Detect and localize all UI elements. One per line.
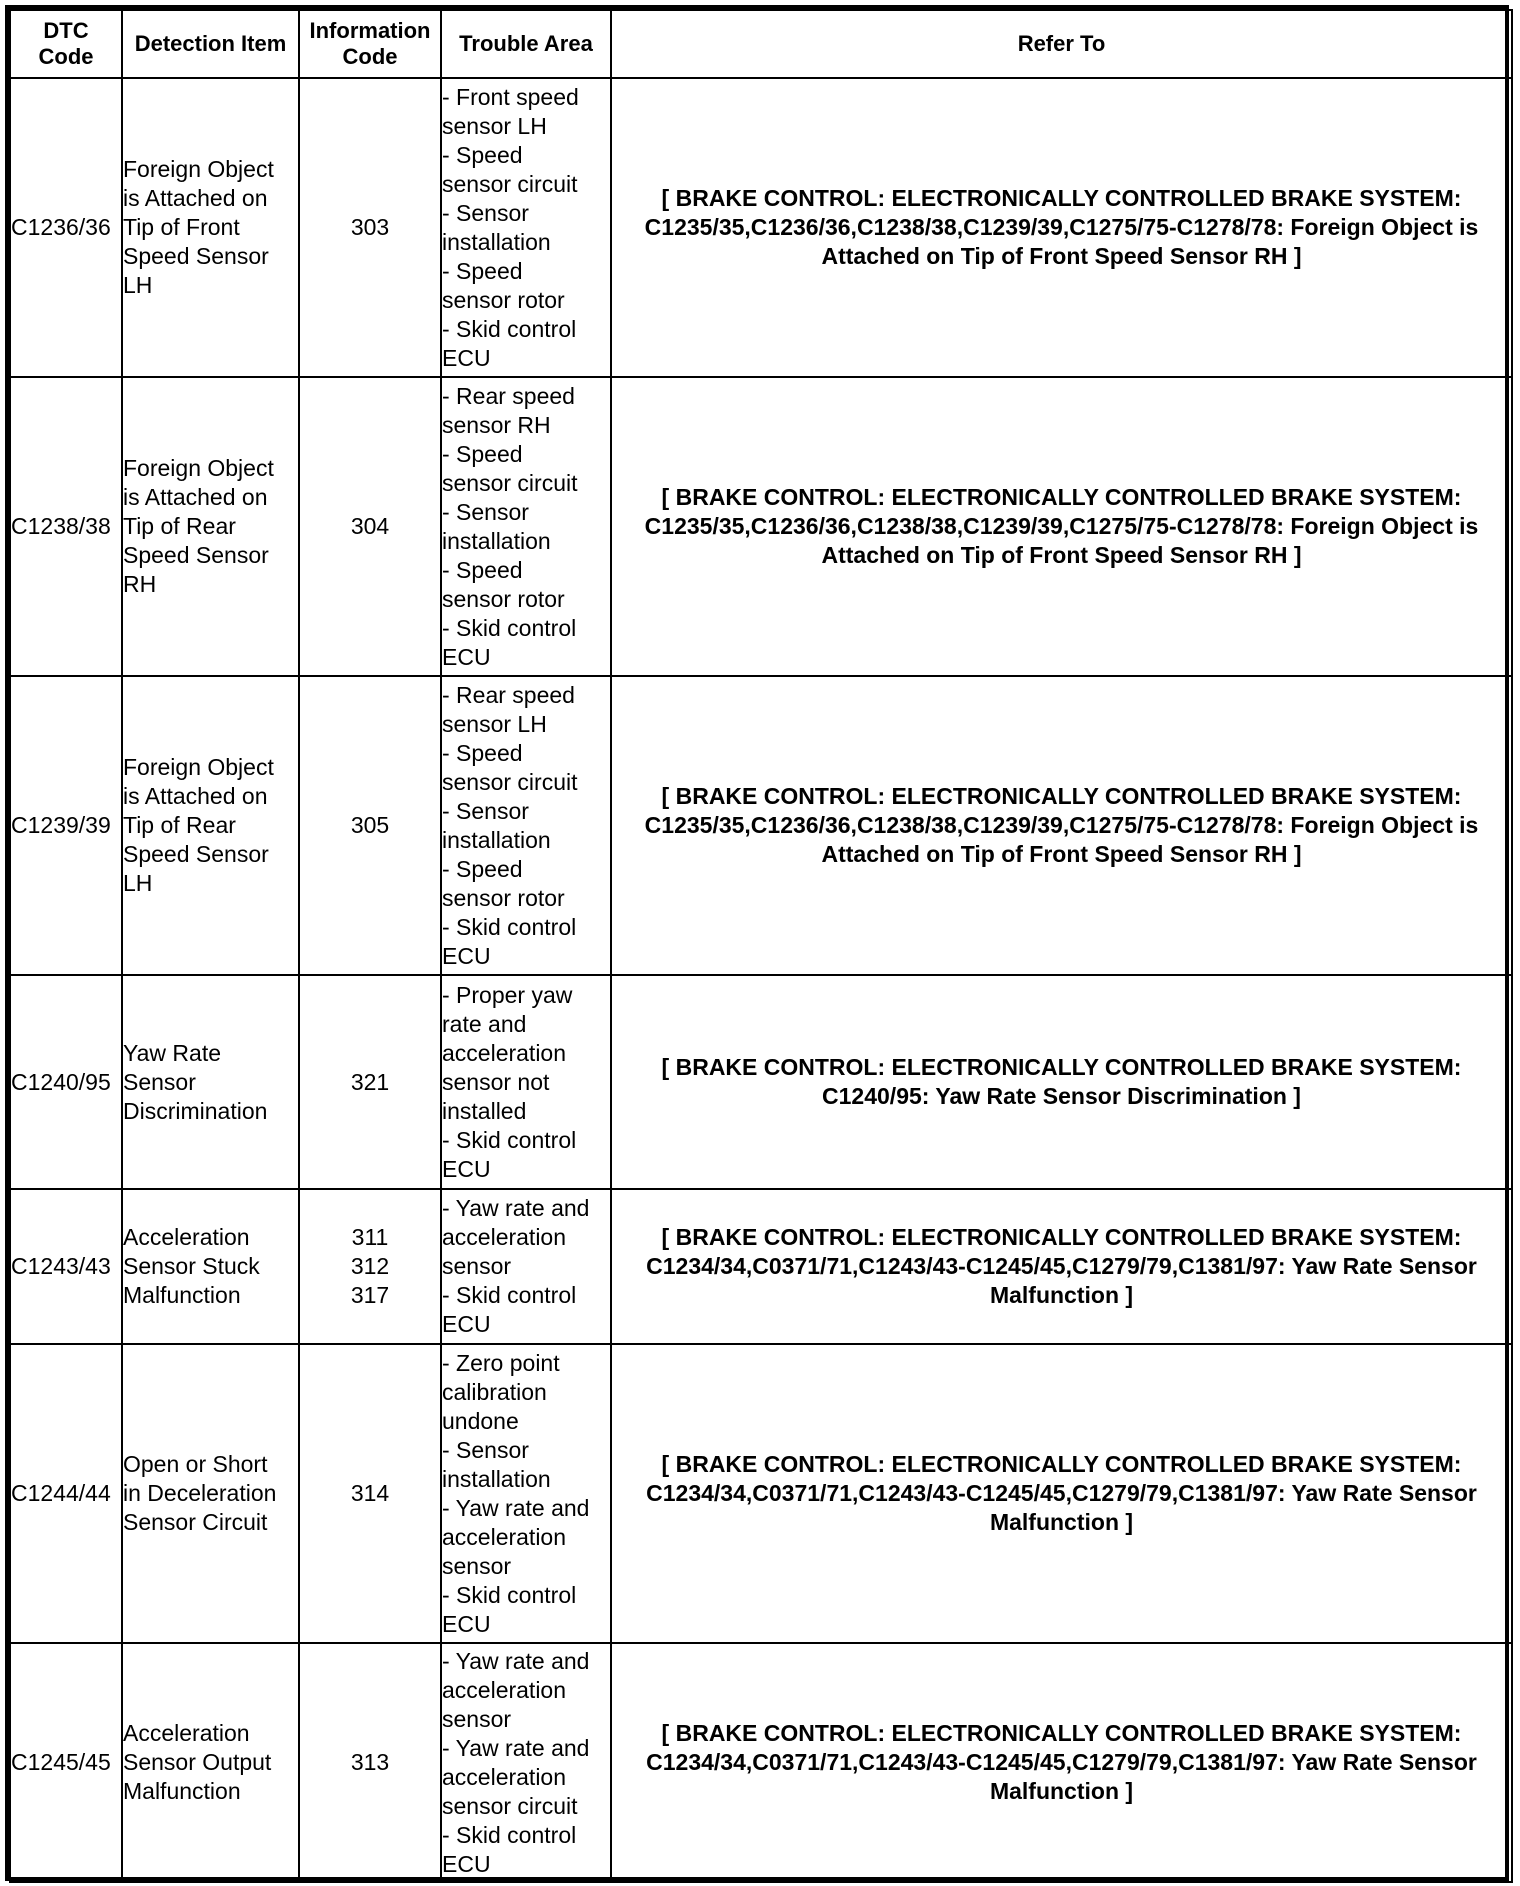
- detection-item-cell: Foreign Object is Attached on Tip of Rear Speed Sensor RH: [122, 377, 299, 676]
- trouble-area-cell: - Yaw rate and acceleration sensor - Yaw rate and acceleration sensor circuit - Skid control ECU: [441, 1643, 611, 1882]
- detection-item-cell: Acceleration Sensor Stuck Malfunction: [122, 1189, 299, 1344]
- header-dtc-code: DTC Code: [10, 10, 122, 78]
- header-refer-to: Refer To: [611, 10, 1512, 78]
- header-information-code: Information Code: [299, 10, 441, 78]
- information-code-cell: 311 312 317: [299, 1189, 441, 1344]
- information-code-cell: 313: [299, 1643, 441, 1882]
- table-row: [10, 1344, 1512, 1643]
- table-row: [10, 377, 1512, 676]
- detection-item-cell: Foreign Object is Attached on Tip of Rear Speed Sensor LH: [122, 676, 299, 975]
- dtc-code-cell: C1245/45: [10, 1643, 122, 1882]
- detection-item-cell: Foreign Object is Attached on Tip of Front Speed Sensor LH: [122, 78, 299, 377]
- dtc-code-cell: C1239/39: [10, 676, 122, 975]
- detection-item-cell: Open or Short in Deceleration Sensor Circuit: [122, 1344, 299, 1643]
- refer-to-cell: [ BRAKE CONTROL: ELECTRONICALLY CONTROLLED BRAKE SYSTEM: C1240/95: Yaw Rate Sensor Discrimination ]: [611, 975, 1512, 1189]
- header-trouble-area: Trouble Area: [441, 10, 611, 78]
- table-row: [10, 975, 1512, 1189]
- refer-to-cell: [ BRAKE CONTROL: ELECTRONICALLY CONTROLLED BRAKE SYSTEM: C1234/34,C0371/71,C1243/43-C1245/45,C1279/79,C1381/97: Yaw Rate Sensor Malfunction ]: [611, 1189, 1512, 1344]
- table-row: [10, 1643, 1512, 1882]
- refer-to-cell: [ BRAKE CONTROL: ELECTRONICALLY CONTROLLED BRAKE SYSTEM: C1235/35,C1236/36,C1238/38,C1239/39,C1275/75-C1278/78: Foreign Object is Attached on Tip of Front Speed Sensor RH ]: [611, 377, 1512, 676]
- trouble-area-cell: - Rear speed sensor LH - Speed sensor circuit - Sensor installation - Speed sensor rotor - Skid control ECU: [441, 676, 611, 975]
- table-row: [10, 676, 1512, 975]
- dtc-code-cell: C1238/38: [10, 377, 122, 676]
- header-row: [10, 10, 1512, 78]
- dtc-table: [9, 9, 1513, 1883]
- dtc-code-cell: C1243/43: [10, 1189, 122, 1344]
- dtc-code-cell: C1240/95: [10, 975, 122, 1189]
- trouble-area-cell: - Rear speed sensor RH - Speed sensor circuit - Sensor installation - Speed sensor rotor - Skid control ECU: [441, 377, 611, 676]
- detection-item-cell: Acceleration Sensor Output Malfunction: [122, 1643, 299, 1882]
- refer-to-cell: [ BRAKE CONTROL: ELECTRONICALLY CONTROLLED BRAKE SYSTEM: C1234/34,C0371/71,C1243/43-C1245/45,C1279/79,C1381/97: Yaw Rate Sensor Malfunction ]: [611, 1643, 1512, 1882]
- information-code-cell: 305: [299, 676, 441, 975]
- table-row: [10, 78, 1512, 377]
- information-code-cell: 304: [299, 377, 441, 676]
- information-code-cell: 321: [299, 975, 441, 1189]
- trouble-area-cell: - Front speed sensor LH - Speed sensor circuit - Sensor installation - Speed sensor rotor - Skid control ECU: [441, 78, 611, 377]
- refer-to-cell: [ BRAKE CONTROL: ELECTRONICALLY CONTROLLED BRAKE SYSTEM: C1235/35,C1236/36,C1238/38,C1239/39,C1275/75-C1278/78: Foreign Object is Attached on Tip of Front Speed Sensor RH ]: [611, 676, 1512, 975]
- information-code-cell: 314: [299, 1344, 441, 1643]
- header-detection-item: Detection Item: [122, 10, 299, 78]
- trouble-area-cell: - Yaw rate and acceleration sensor - Skid control ECU: [441, 1189, 611, 1344]
- refer-to-cell: [ BRAKE CONTROL: ELECTRONICALLY CONTROLLED BRAKE SYSTEM: C1235/35,C1236/36,C1238/38,C1239/39,C1275/75-C1278/78: Foreign Object is Attached on Tip of Front Speed Sensor RH ]: [611, 78, 1512, 377]
- trouble-area-cell: - Zero point calibration undone - Sensor installation - Yaw rate and acceleration sensor - Skid control ECU: [441, 1344, 611, 1643]
- trouble-area-cell: - Proper yaw rate and acceleration sensor not installed - Skid control ECU: [441, 975, 611, 1189]
- information-code-cell: 303: [299, 78, 441, 377]
- dtc-code-cell: C1244/44: [10, 1344, 122, 1643]
- dtc-code-cell: C1236/36: [10, 78, 122, 377]
- detection-item-cell: Yaw Rate Sensor Discrimination: [122, 975, 299, 1189]
- table-row: [10, 1189, 1512, 1344]
- refer-to-cell: [ BRAKE CONTROL: ELECTRONICALLY CONTROLLED BRAKE SYSTEM: C1234/34,C0371/71,C1243/43-C1245/45,C1279/79,C1381/97: Yaw Rate Sensor Malfunction ]: [611, 1344, 1512, 1643]
